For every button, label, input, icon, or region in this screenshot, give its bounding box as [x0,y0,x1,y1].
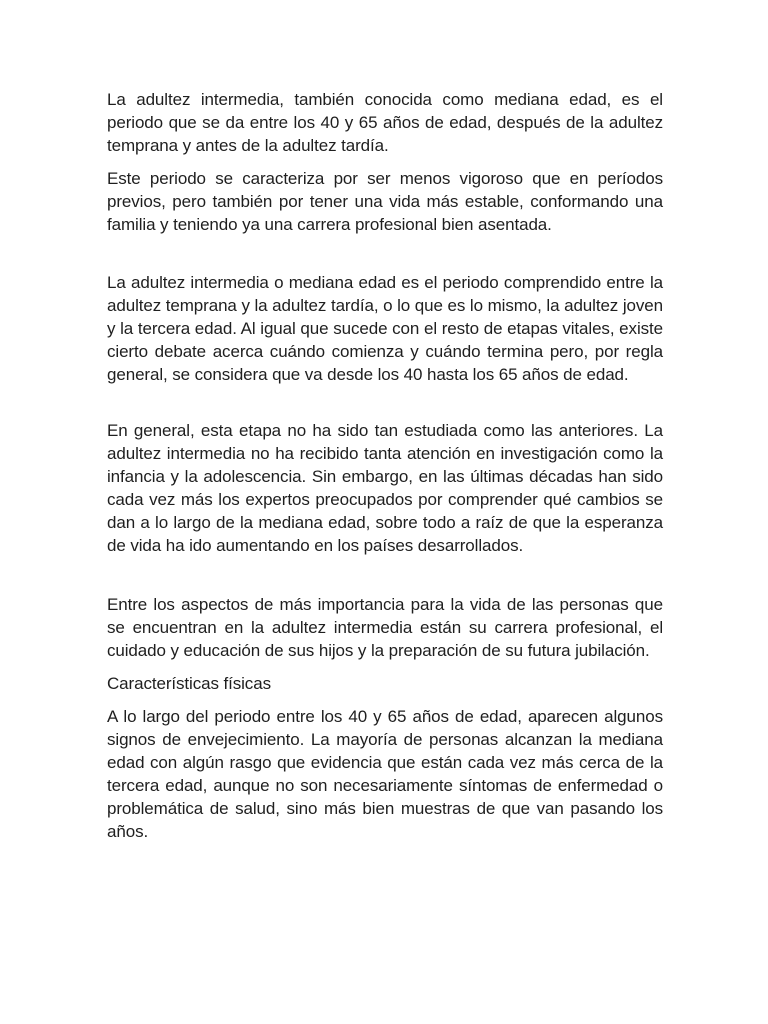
paragraph-research: En general, esta etapa no ha sido tan estudiada como las anteriores. La adultez intermedia no ha recibido tanta atención en investigación como la infancia y la adolescencia. Sin embargo, en las últimas décadas han sido cada vez más los expertos preocupados por comprender qué cambios se dan a lo largo de la mediana edad, sobre todo a raíz de que la esperanza de vida ha ido aumentando en los países desarrollados. [107,421,663,555]
paragraph-intro: La adultez intermedia, también conocida como mediana edad, es el periodo que se da entre los 40 y 65 años de edad, después de la adultez temprana y antes de la adultez tardía. [107,90,663,155]
paragraph-characteristics: Este periodo se caracteriza por ser menos vigoroso que en períodos previos, pero también por tener una vida más estable, conformando una familia y teniendo ya una carrera profesional bien asentada. [107,169,663,234]
document-body [107,88,663,843]
paragraph-definition: La adultez intermedia o mediana edad es el periodo comprendido entre la adultez temprana y la adultez tardía, o lo que es lo mismo, la adultez joven y la tercera edad. Al igual que sucede con el resto de etapas vitales, existe cierto debate acerca cuándo comienza y cuándo termina pero, por regla general, se considera que va desde los 40 hasta los 65 años de edad. [107,273,663,384]
paragraph-physical-signs: A lo largo del periodo entre los 40 y 65 años de edad, aparecen algunos signos de envejecimiento. La mayoría de personas alcanzan la mediana edad con algún rasgo que evidencia que están cada vez más cerca de la tercera edad, aunque no son necesariamente síntomas de enfermedad o problemática de salud, sino más bien muestras de que van pasando los años. [107,707,663,841]
section-heading-physical: Características físicas [107,674,271,693]
paragraph-aspects: Entre los aspectos de más importancia para la vida de las personas que se encuentran en la adultez intermedia están su carrera profesional, el cuidado y educación de sus hijos y la preparación de su futura jubilación. [107,595,663,660]
